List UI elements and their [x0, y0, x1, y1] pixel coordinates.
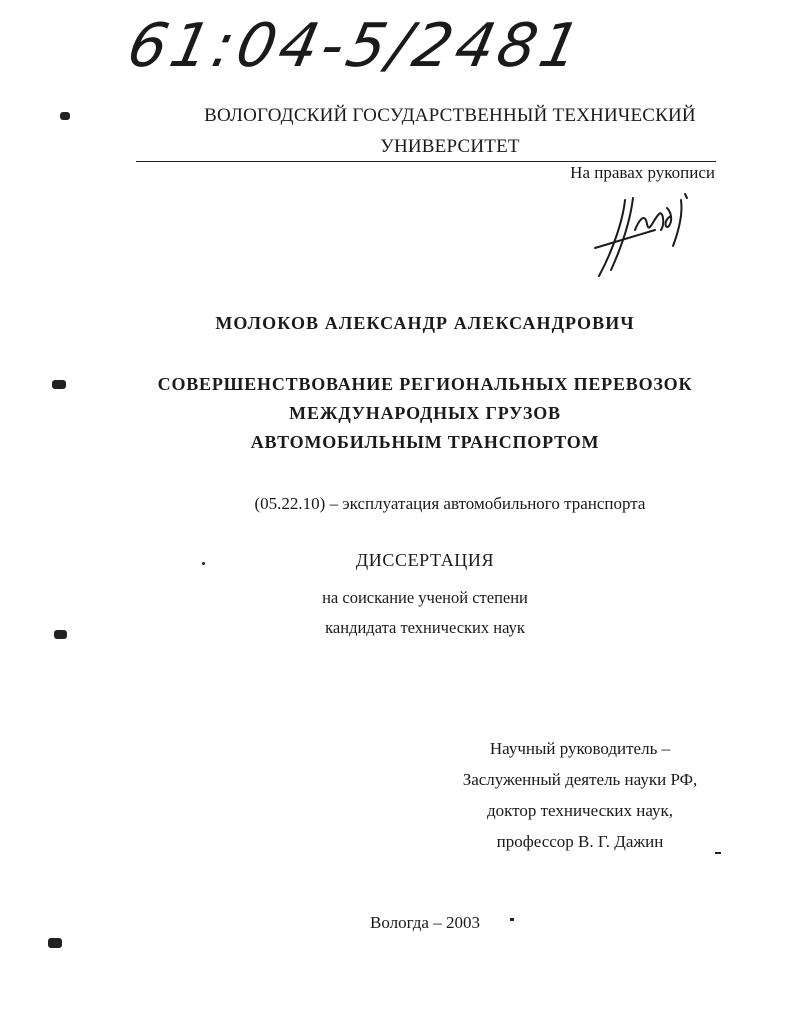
scan-speck — [48, 938, 62, 948]
work-type: ДИССЕРТАЦИЯ — [355, 550, 495, 570]
manuscript-note: На правах рукописи — [570, 163, 715, 182]
specialty-code: (05.22.10) – эксплуатация автомобильного транспорта — [254, 494, 646, 513]
supervisor-block — [430, 733, 730, 857]
place-year: Вологда – 2003 — [370, 913, 480, 932]
title-line-1: СОВЕРШЕНСТВОВАНИЕ РЕГИОНАЛЬНЫХ ПЕРЕВОЗОК — [157, 374, 693, 394]
supervisor-line-1: Научный руководитель – — [489, 739, 671, 758]
scan-speck — [52, 380, 66, 389]
university-line-2: УНИВЕРСИТЕТ — [380, 136, 520, 157]
scan-speck — [60, 112, 70, 120]
scan-speck — [715, 852, 721, 854]
supervisor-line-3: доктор технических наук, — [486, 801, 674, 820]
degree-line-1: на соискание ученой степени — [322, 588, 528, 607]
signature — [585, 190, 695, 280]
scan-speck — [54, 630, 67, 639]
title-line-2: МЕЖДУНАРОДНЫХ ГРУЗОВ — [289, 403, 561, 423]
scan-speck — [510, 918, 514, 921]
author-name: МОЛОКОВ АЛЕКСАНДР АЛЕКСАНДРОВИЧ — [215, 313, 635, 333]
supervisor-line-4: профессор В. Г. Дажин — [496, 832, 664, 851]
archive-number-text: 61:04-5/2481 — [121, 11, 590, 81]
signature-handwriting — [585, 190, 695, 280]
university-name — [120, 100, 780, 162]
handwritten-archive-number — [121, 4, 590, 82]
degree-line-2: кандидата технических наук — [325, 618, 525, 637]
supervisor-line-2: Заслуженный деятель науки РФ, — [462, 770, 698, 789]
scan-speck — [202, 562, 205, 565]
header-divider — [136, 161, 716, 162]
title-line-3: АВТОМОБИЛЬНЫМ ТРАНСПОРТОМ — [250, 432, 600, 452]
archive-number-handwriting — [121, 4, 590, 82]
degree-description — [200, 583, 650, 643]
university-line-1: ВОЛОГОДСКИЙ ГОСУДАРСТВЕННЫЙ ТЕХНИЧЕСКИЙ — [204, 105, 696, 126]
dissertation-title — [100, 370, 750, 457]
